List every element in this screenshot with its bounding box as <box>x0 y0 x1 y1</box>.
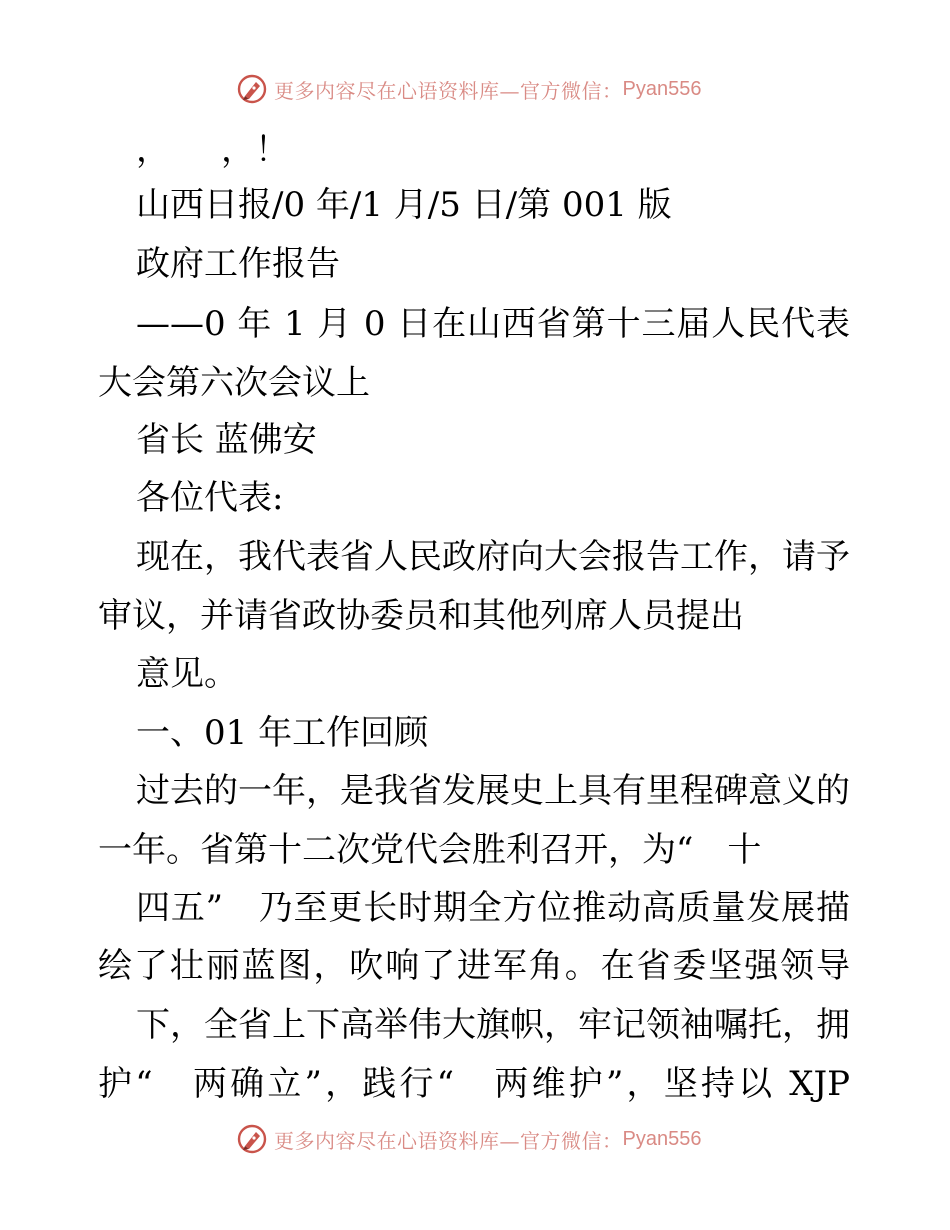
watermark-text: 更多内容尽在心语资料库—官方微信： <box>274 1128 623 1153</box>
pen-nib-logo-icon <box>236 1123 268 1155</box>
text-line-title: 政府工作报告 <box>136 244 340 284</box>
text-line-source: 山西日报/0 年/1 月/5 日/第 001 版 <box>136 185 672 225</box>
watermark-text: 更多内容尽在心语资料库—官方微信： <box>274 78 623 103</box>
text-line-paragraph-2f: 护“ 两确立”，践行“ 两维护”，坚持以 XJP <box>98 1064 850 1104</box>
text-line-section-heading: 一、01 年工作回顾 <box>136 713 429 753</box>
text-line-paragraph-2b: 一年。省第十二次党代会胜利召开，为“ 十 <box>98 830 762 870</box>
text-line-paragraph-2c: 四五” 乃至更长时期全方位推动高质量发展描 <box>136 888 850 928</box>
text-line-subtitle-1: ——0 年 1 月 0 日在山西省第十三届人民代表 <box>136 304 850 344</box>
watermark-wechat-id: Pyan556 <box>622 77 702 100</box>
text-line-author: 省长 蓝佛安 <box>136 420 317 460</box>
text-line-paragraph-2d: 绘了壮丽蓝图，吹响了进军角。在省委坚强领导 <box>98 946 850 986</box>
pen-nib-logo-icon <box>236 73 268 105</box>
text-line-paragraph-2a: 过去的一年，是我省发展史上具有里程碑意义的 <box>136 771 850 811</box>
text-line-paragraph-1a: 现在，我代表省人民政府向大会报告工作，请予 <box>136 537 850 577</box>
text-line-paragraph-1c: 意见。 <box>136 654 238 694</box>
watermark-wechat-id: Pyan556 <box>622 1127 702 1150</box>
watermark-banner-top <box>236 72 701 106</box>
text-line-paragraph-2e: 下，全省上下高举伟大旗帜，牢记领袖嘱托，拥 <box>136 1005 850 1045</box>
text-line-paragraph-1b: 审议，并请省政协委员和其他列席人员提出 <box>98 596 744 636</box>
watermark-banner-bottom <box>236 1122 701 1156</box>
text-line-subtitle-2: 大会第六次会议上 <box>98 363 370 403</box>
text-line-punctuation: ， ，！ <box>136 130 289 170</box>
text-line-salutation: 各位代表: <box>136 478 284 518</box>
